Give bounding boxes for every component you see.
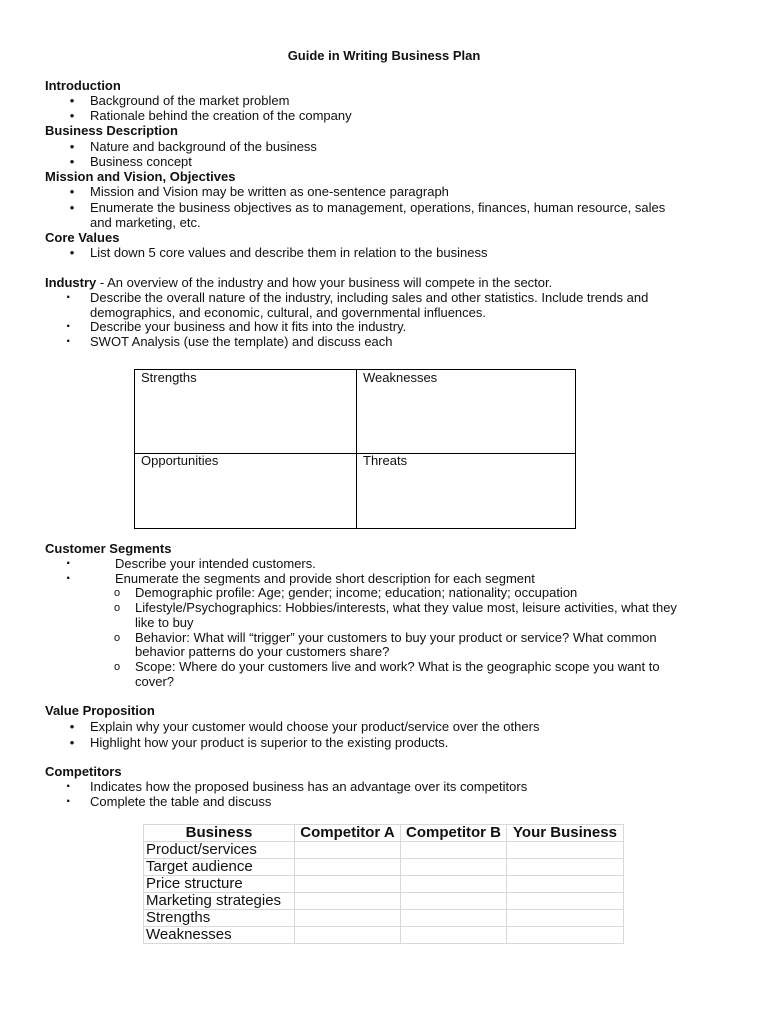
- list-item: Enumerate the segments and provide short description for each segment: [115, 571, 535, 586]
- list-item: Background of the market problem: [90, 93, 290, 108]
- table-cell: [295, 927, 401, 944]
- industry-heading: Industry: [45, 275, 97, 290]
- table-cell: [295, 893, 401, 910]
- table-row-label: Strengths: [144, 910, 295, 927]
- intro-heading: Introduction: [45, 78, 121, 93]
- table-cell: [401, 910, 507, 927]
- industry-intro: - An overview of the industry and how your business will compete in the sector.: [96, 275, 553, 290]
- swot-divider-vertical: [356, 370, 357, 528]
- bullet-icon: [66, 556, 71, 571]
- table-cell: [507, 859, 624, 876]
- table-header: Competitor B: [401, 825, 507, 842]
- table-cell: [401, 842, 507, 859]
- core-values-heading: Core Values: [45, 230, 120, 245]
- bullet-icon: [66, 794, 71, 809]
- competitor-table: [143, 824, 624, 944]
- sub-list-item-continuation: behavior patterns do your customers share?: [135, 644, 390, 659]
- swot-threats: Threats: [363, 453, 408, 468]
- table-cell: [507, 893, 624, 910]
- sub-list-item: Demographic profile: Age; gender; income; education; nationality; occupation: [135, 585, 578, 600]
- circle-bullet-icon: o: [114, 587, 121, 599]
- table-cell: [401, 859, 507, 876]
- sub-list-item: Scope: Where do your customers live and work? What is the geographic scope you want to: [135, 659, 660, 674]
- table-header-row: [144, 825, 624, 842]
- table-cell: [401, 893, 507, 910]
- bullet-icon: [66, 334, 71, 349]
- table-cell: [295, 859, 401, 876]
- table-cell: [507, 927, 624, 944]
- list-item: Mission and Vision may be written as one-sentence paragraph: [90, 184, 449, 199]
- table-row: [144, 842, 624, 859]
- bullet-icon: [66, 184, 78, 199]
- table-cell: [507, 910, 624, 927]
- list-item: Enumerate the business objectives as to management, operations, finances, human resource, sales: [90, 200, 666, 215]
- table-header: Business: [144, 825, 295, 842]
- table-cell: [295, 910, 401, 927]
- business-description-heading: Business Description: [45, 123, 178, 138]
- list-item: Describe your business and how it fits into the industry.: [90, 319, 407, 334]
- list-item: Business concept: [90, 154, 192, 169]
- bullet-icon: [66, 139, 78, 154]
- table-header: Competitor A: [295, 825, 401, 842]
- mission-heading: Mission and Vision, Objectives: [45, 169, 236, 184]
- table-row: [144, 927, 624, 944]
- list-item-continuation: demographics, and economic, cultural, and governmental influences.: [90, 305, 487, 320]
- circle-bullet-icon: o: [114, 661, 121, 673]
- sub-list-item-continuation: cover?: [135, 674, 175, 689]
- table-row-label: Product/services: [144, 842, 295, 859]
- table-cell: [401, 927, 507, 944]
- list-item: Describe your intended customers.: [115, 556, 316, 571]
- page-title: Guide in Writing Business Plan: [287, 48, 481, 63]
- industry-paragraph: [45, 275, 552, 290]
- list-item: Nature and background of the business: [90, 139, 317, 154]
- table-cell: [507, 876, 624, 893]
- table-row-label: Price structure: [144, 876, 295, 893]
- list-item: List down 5 core values and describe them in relation to the business: [90, 245, 488, 260]
- table-row-label: Target audience: [144, 859, 295, 876]
- bullet-icon: [66, 154, 78, 169]
- list-item: Highlight how your product is superior to the existing products.: [90, 735, 449, 750]
- table-row: [144, 893, 624, 910]
- sub-list-item: Lifestyle/Psychographics: Hobbies/interests, what they value most, leisure activities, what they: [135, 600, 677, 615]
- table-row: [144, 859, 624, 876]
- table-row-label: Marketing strategies: [144, 893, 295, 910]
- list-item: SWOT Analysis (use the template) and discuss each: [90, 334, 393, 349]
- competitors-heading: Competitors: [45, 764, 122, 779]
- table-cell: [507, 842, 624, 859]
- list-item: Indicates how the proposed business has an advantage over its competitors: [90, 779, 528, 794]
- table-row: [144, 910, 624, 927]
- bullet-icon: [66, 735, 78, 750]
- table-row: [144, 876, 624, 893]
- sub-list-item-continuation: like to buy: [135, 615, 194, 630]
- circle-bullet-icon: o: [114, 632, 121, 644]
- table-row-label: Weaknesses: [144, 927, 295, 944]
- table-cell: [295, 842, 401, 859]
- circle-bullet-icon: o: [114, 602, 121, 614]
- swot-weaknesses: Weaknesses: [363, 370, 438, 385]
- bullet-icon: [66, 93, 78, 108]
- customer-segments-heading: Customer Segments: [45, 541, 172, 556]
- list-item: Rationale behind the creation of the company: [90, 108, 352, 123]
- sub-list-item: Behavior: What will “trigger” your customers to buy your product or service? What common: [135, 630, 657, 645]
- bullet-icon: [66, 319, 71, 334]
- bullet-icon: [66, 571, 71, 586]
- bullet-icon: [66, 108, 78, 123]
- list-item: Describe the overall nature of the industry, including sales and other statistics. Include trends and: [90, 290, 649, 305]
- swot-table: [134, 369, 576, 529]
- list-item: Explain why your customer would choose your product/service over the others: [90, 719, 540, 734]
- swot-strengths: Strengths: [141, 370, 197, 385]
- bullet-icon: [66, 245, 78, 260]
- table-header: Your Business: [507, 825, 624, 842]
- table-cell: [295, 876, 401, 893]
- bullet-icon: [66, 779, 71, 794]
- bullet-icon: [66, 290, 71, 305]
- value-proposition-heading: Value Proposition: [45, 703, 155, 718]
- bullet-icon: [66, 200, 78, 215]
- list-item: Complete the table and discuss: [90, 794, 272, 809]
- swot-opportunities: Opportunities: [141, 453, 219, 468]
- table-cell: [401, 876, 507, 893]
- bullet-icon: [66, 719, 78, 734]
- list-item-continuation: and marketing, etc.: [90, 215, 201, 230]
